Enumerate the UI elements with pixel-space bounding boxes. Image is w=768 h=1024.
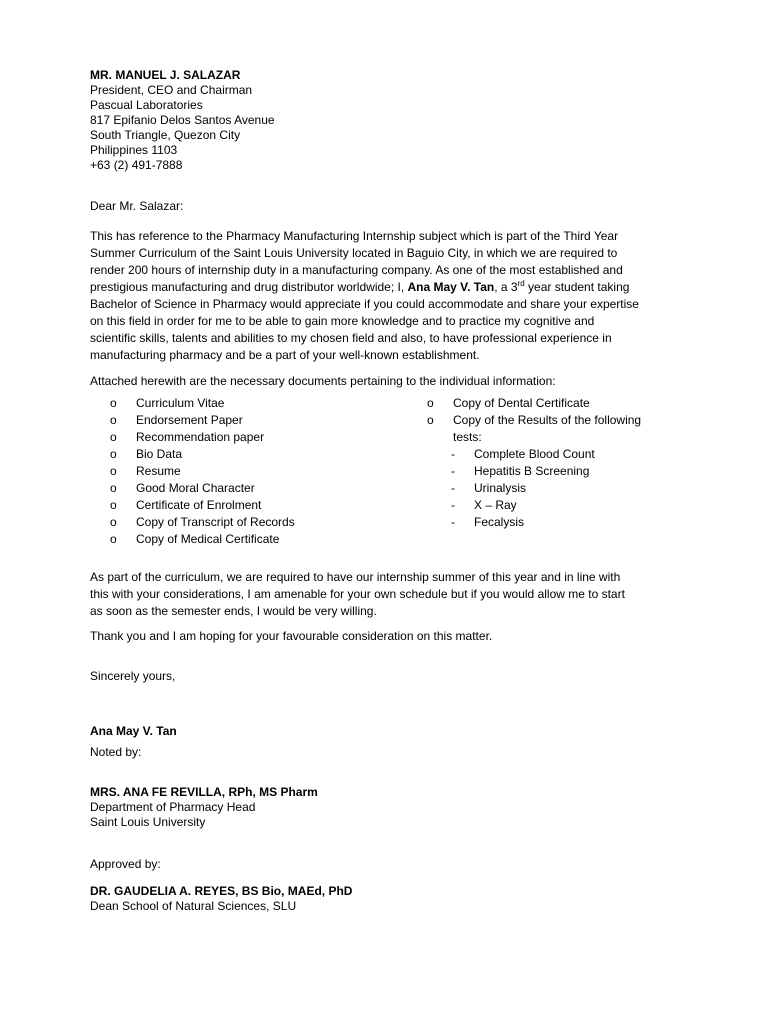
test-item-label: Urinalysis: [474, 481, 527, 495]
bullet-icon: o: [427, 396, 434, 410]
list-item: [110, 497, 410, 514]
bullet-icon: o: [110, 396, 117, 410]
recipient-phone: +63 (2) 491-7888: [90, 158, 183, 172]
bullet-icon: o: [110, 498, 117, 512]
letter-document: [90, 68, 670, 914]
recipient-district: South Triangle, Quezon City: [90, 128, 241, 142]
list-item-label: Good Moral Character: [136, 481, 255, 495]
para2-line: As part of the curriculum, we are required to have our internship summer of this year and in line with: [90, 570, 621, 584]
noted-by-position: Department of Pharmacy Head: [90, 800, 256, 814]
list-item-label: Copy of Dental Certificate: [453, 396, 590, 410]
test-item-label: Complete Blood Count: [474, 447, 595, 461]
bullet-icon: o: [110, 430, 117, 444]
list-item-label: Resume: [136, 464, 181, 478]
list-item-label: Certificate of Enrolment: [136, 498, 262, 512]
recipient-company: Pascual Laboratories: [90, 98, 203, 112]
list-item: [110, 531, 410, 548]
ordinal-suffix: rd: [517, 279, 525, 288]
noted-by-label: Noted by:: [90, 745, 142, 759]
list-item: [110, 412, 410, 429]
test-item-label: Hepatitis B Screening: [474, 464, 590, 478]
list-item-label: Copy of Medical Certificate: [136, 532, 280, 546]
schedule-paragraph: [90, 569, 670, 620]
para2-line: this with your considerations, I am amenable for your own schedule but if you would allow me to start: [90, 587, 625, 601]
dash-icon: -: [451, 498, 455, 512]
noted-by-name: MRS. ANA FE REVILLA, RPh, MS Pharm: [90, 785, 318, 799]
bullet-icon: o: [427, 413, 434, 427]
test-item: [427, 497, 677, 514]
bullet-icon: o: [110, 481, 117, 495]
recipient-country: Philippines 1103: [90, 143, 178, 157]
list-item-label: Bio Data: [136, 447, 183, 461]
approved-by-position: Dean School of Natural Sciences, SLU: [90, 899, 297, 913]
dash-icon: -: [451, 464, 455, 478]
test-item-label: X – Ray: [474, 498, 517, 512]
para1-line: scientific skills, talents and abilities to my chosen field and also, to have professional experience in: [90, 331, 612, 345]
dash-icon: -: [451, 481, 455, 495]
bullet-icon: o: [110, 464, 117, 478]
attached-intro: Attached herewith are the necessary documents pertaining to the individual information:: [90, 374, 556, 388]
test-item: [427, 463, 677, 480]
list-item: [110, 480, 410, 497]
recipient-street: 817 Epifanio Delos Santos Avenue: [90, 113, 275, 127]
para1-line4-pre: prestigious manufacturing and drug distributor worldwide; I,: [90, 280, 408, 294]
recipient-title: President, CEO and Chairman: [90, 83, 253, 97]
documents-right-list: [427, 395, 677, 531]
para1-line4-post: year student taking: [524, 280, 630, 294]
list-item-label: Curriculum Vitae: [136, 396, 225, 410]
closing: Sincerely yours,: [90, 669, 176, 683]
dash-icon: -: [451, 515, 455, 529]
documents-lists: [90, 395, 670, 547]
list-item-continuation: tests:: [453, 430, 482, 444]
documents-left-list: [110, 395, 410, 548]
recipient-name: MR. MANUEL J. SALAZAR: [90, 68, 241, 82]
bullet-icon: o: [110, 413, 117, 427]
list-item: [427, 412, 677, 429]
approved-by-name: DR. GAUDELIA A. REYES, BS Bio, MAEd, PhD: [90, 884, 353, 898]
list-item-label: Copy of Transcript of Records: [136, 515, 295, 529]
test-item-label: Fecalysis: [474, 515, 525, 529]
para1-line: manufacturing pharmacy and be a part of your well-known establishment.: [90, 348, 480, 362]
para1-line: on this field in order for me to be able to gain more knowledge and to practice my cognitive and: [90, 314, 595, 328]
noted-by-block: [90, 785, 670, 830]
list-item: [110, 514, 410, 531]
list-item: [110, 395, 410, 412]
thank-you-paragraph: Thank you and I am hoping for your favourable consideration on this matter.: [90, 629, 493, 643]
student-name-inline: Ana May V. Tan: [407, 280, 495, 294]
recipient-address: [90, 68, 670, 173]
para1-line: Bachelor of Science in Pharmacy would appreciate if you could accommodate and share your expertise: [90, 297, 639, 311]
list-item: [110, 446, 410, 463]
list-item-label: Endorsement Paper: [136, 413, 243, 427]
list-item-label: Copy of the Results of the following: [453, 413, 642, 427]
bullet-icon: o: [110, 515, 117, 529]
list-item: [110, 463, 410, 480]
test-item: [427, 480, 677, 497]
bullet-icon: o: [110, 447, 117, 461]
bullet-icon: o: [110, 532, 117, 546]
approved-by-label: Approved by:: [90, 857, 161, 871]
test-item: [427, 446, 677, 463]
list-item: [110, 429, 410, 446]
salutation: Dear Mr. Salazar:: [90, 199, 184, 213]
noted-by-institution: Saint Louis University: [90, 815, 206, 829]
para2-line: as soon as the semester ends, I would be very willing.: [90, 604, 377, 618]
para1-line4-mid: , a 3: [494, 280, 518, 294]
list-item: [427, 395, 677, 412]
intro-paragraph: [90, 228, 670, 364]
sender-name: Ana May V. Tan: [90, 724, 177, 738]
approved-by-block: [90, 884, 670, 914]
dash-icon: -: [451, 447, 455, 461]
para1-line: Summer Curriculum of the Saint Louis University located in Baguio City, in which we are required to: [90, 246, 618, 260]
para1-line: This has reference to the Pharmacy Manufacturing Internship subject which is part of the Third Year: [90, 229, 619, 243]
list-item-label: Recommendation paper: [136, 430, 265, 444]
test-item: [427, 514, 677, 531]
para1-line: [90, 279, 670, 296]
para1-line: render 200 hours of internship duty in a manufacturing company. As one of the most established and: [90, 263, 623, 277]
